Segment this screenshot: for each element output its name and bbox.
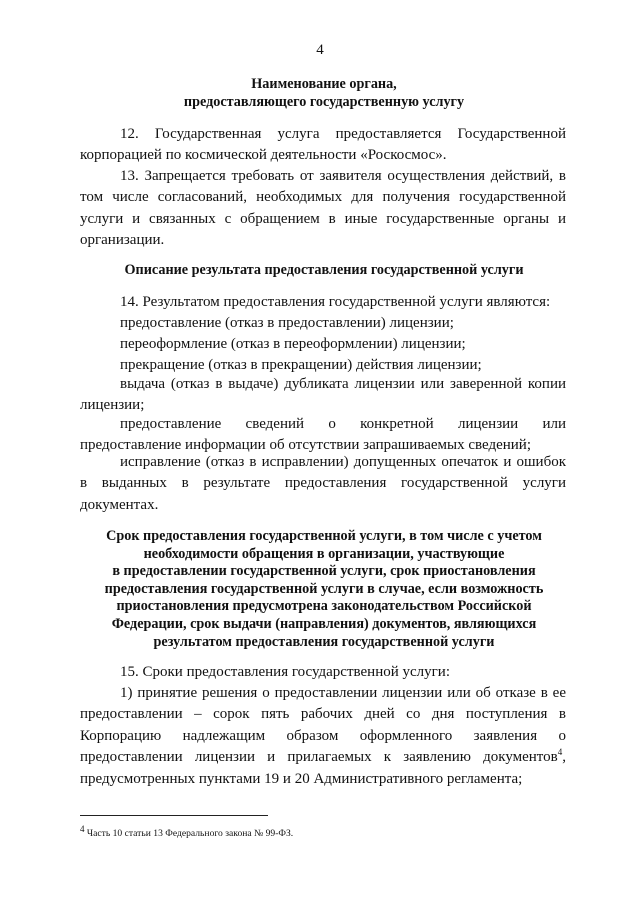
- footnote-mark: 4: [80, 823, 85, 834]
- paragraph-15-item-1-tail: , предусмотренных пунктами 19 и 20 Административного регламента;: [80, 749, 566, 787]
- heading-line: предоставляющего государственную услугу: [183, 93, 465, 110]
- paragraph-15-intro: 15. Сроки предоставления государственной услуги:: [120, 664, 450, 680]
- heading-line: необходимости обращения в организации, участвующие: [143, 545, 505, 562]
- section-heading-term: [80, 528, 568, 651]
- paragraph-15-item-1: [80, 683, 566, 790]
- list-item: прекращение (отказ в прекращении) действия лицензии;: [120, 357, 482, 373]
- heading-line: предоставления государственной услуги в случае, если возможность: [104, 580, 544, 597]
- footnote: [80, 823, 294, 839]
- footnote-text: Часть 10 статьи 13 Федерального закона № 99-ФЗ.: [84, 828, 294, 839]
- paragraph-15-item-1-text: 1) принятие решения о предоставлении лицензии или об отказе в ее предоставлении – сорок пять рабочих дней со дня поступления в Корпорацию надлежащим образом оформленного заявления о предоставлении лицензии и прилагаемых к заявлению документов: [80, 685, 566, 766]
- heading-line: результатом предоставления государственной услуги: [153, 633, 495, 650]
- heading-line: Срок предоставления государственной услуги, в том числе с учетом: [106, 528, 542, 544]
- heading-line: Наименование органа,: [251, 76, 397, 92]
- section-heading-authority: [80, 76, 568, 111]
- heading-line: приостановления предусмотрена законодательством Российской: [116, 598, 532, 615]
- list-item: предоставление (отказ в предоставлении) лицензии;: [120, 315, 454, 331]
- paragraph-13: 13. Запрещается требовать от заявителя осуществления действий, в том числе согласований, необходимых для получения государственной услуги и связанных с обращением в иные государственные органы и организации.: [80, 168, 566, 249]
- list-item: переоформление (отказ в переоформлении) лицензии;: [120, 336, 466, 352]
- list-item: выдача (отказ в выдаче) дубликата лицензии или заверенной копии лицензии;: [80, 376, 566, 414]
- list-item: предоставление сведений о конкретной лицензии или предоставление информации об отсутствии запрашиваемых сведений;: [80, 416, 566, 454]
- list-item: исправление (отказ в исправлении) допущенных опечаток и ошибок в выданных в результате предоставления государственной услуги документах.: [80, 454, 566, 513]
- heading-line: Федерации, срок выдачи (направления) документов, являющихся: [111, 615, 537, 632]
- section-heading-result: Описание результата предоставления государственной услуги: [124, 262, 524, 278]
- paragraph-14-intro: 14. Результатом предоставления государственной услуги являются:: [120, 294, 551, 310]
- heading-line: в предоставлении государственной услуги, срок приостановления: [112, 563, 536, 580]
- footnote-divider: [80, 815, 268, 816]
- paragraph-12: 12. Государственная услуга предоставляется Государственной корпорацией по космической деятельности «Роскосмос».: [80, 126, 566, 164]
- footnote-reference: 4: [557, 747, 563, 758]
- page-number: 4: [316, 42, 324, 58]
